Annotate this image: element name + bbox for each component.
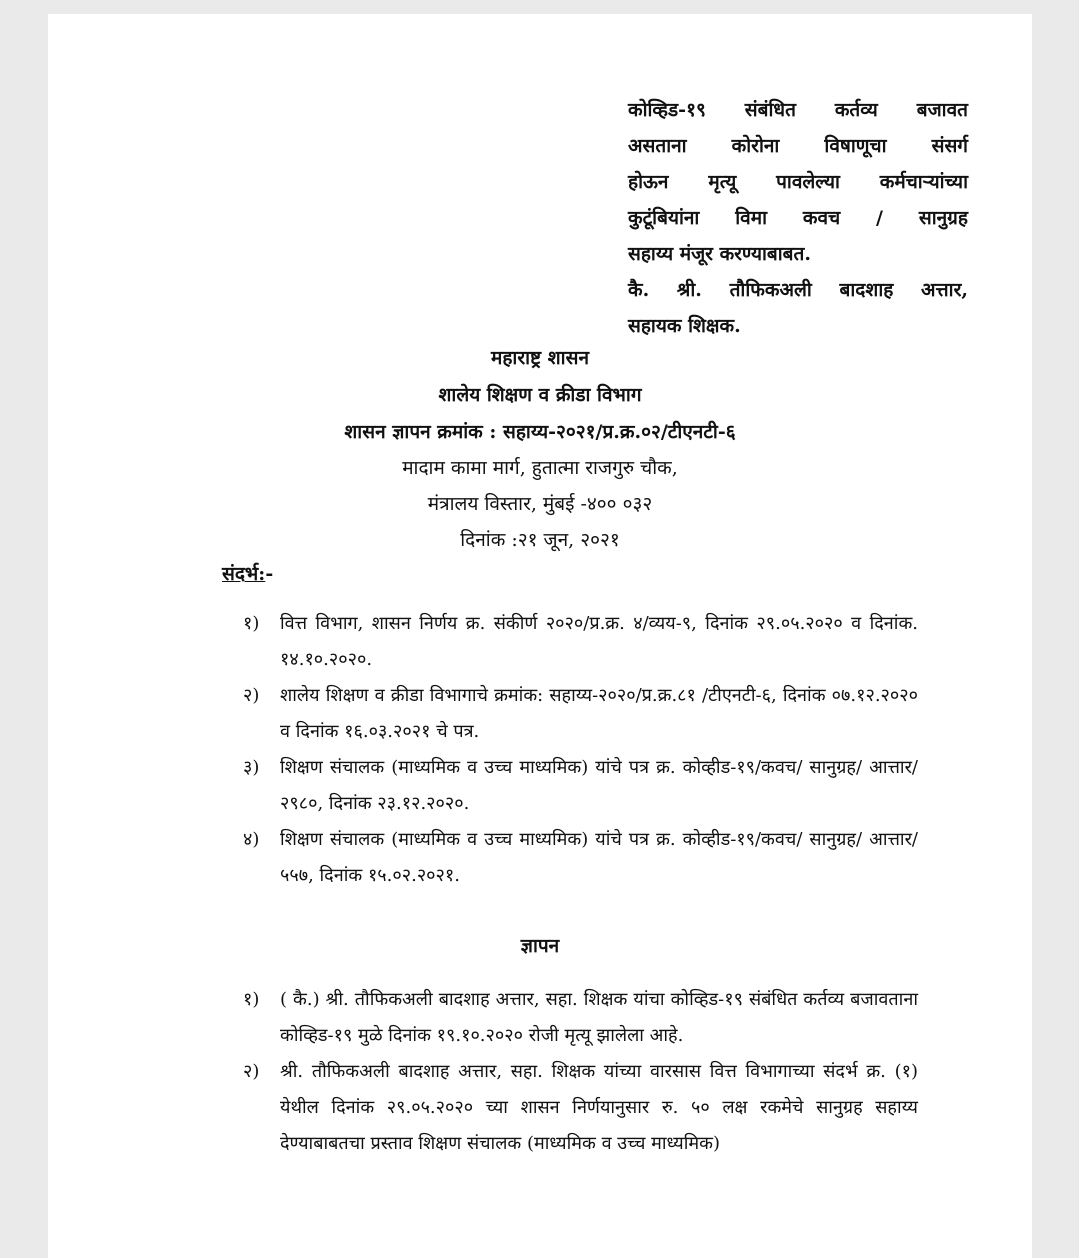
reference-number: ३) (243, 757, 260, 778)
reference-item (243, 678, 918, 750)
reference-text: शालेय शिक्षण व क्रीडा विभागाचे क्रमांक: सहाय्य-२०२०/प्र.क्र.८१ /टीएनटी-६, दिनांक ०७.१२.२०२० व दिनांक १६.०३.२०२१ चे पत्र. (280, 685, 918, 742)
reference-text: वित्त विभाग, शासन निर्णय क्र. संकीर्ण २०२०/प्र.क्र. ४/व्यय-९, दिनांक २९.०५.२०२० व दिनांक. १४.१०.२०२०. (280, 613, 918, 670)
memo-item (243, 1054, 918, 1162)
reference-item (243, 822, 918, 894)
memo-date: दिनांक :२१ जून, २०२१ (460, 529, 620, 551)
subject-line: सहायक शिक्षक. (628, 315, 741, 337)
subject-line: कोव्हिड-१९ संबंधित कर्तव्य बजावत (628, 99, 968, 121)
address-line-2: मंत्रालय विस्तार, मुंबई -४०० ०३२ (427, 493, 653, 515)
reference-text: शिक्षण संचालक (माध्यमिक व उच्च माध्यमिक) यांचे पत्र क्र. कोव्हीड-१९/कवच/ सानुग्रह/ आत्तार/२९८०, दिनांक २३.१२.२०२०. (280, 757, 918, 814)
subject-line: असताना कोरोना विषाणूचा संसर्ग (628, 135, 968, 157)
reference-number: १) (243, 613, 260, 634)
memo-item-number: १) (243, 989, 260, 1010)
document-page (48, 14, 1032, 1258)
memo-number: शासन ज्ञापन क्रमांक : सहाय्य-२०२१/प्र.क्र.०२/टीएनटी-६ (344, 421, 736, 443)
subject-line: कै. श्री. तौफिकअली बादशाह अत्तार, (628, 279, 968, 301)
references-heading-label: संदर्भ: (222, 563, 266, 585)
memo-item-number: २) (243, 1061, 260, 1082)
subject-line: सहाय्य मंजूर करण्याबाबत. (628, 243, 811, 265)
references-list (243, 606, 918, 894)
department-name: शालेय शिक्षण व क्रीडा विभाग (438, 384, 642, 406)
memo-item (243, 982, 918, 1054)
address-line-1: मादाम कामा मार्ग, हुतात्मा राजगुरु चौक, (402, 457, 678, 479)
memo-item-text: ( कै.) श्री. तौफिकअली बादशाह अत्तार, सहा. शिक्षक यांचा कोव्हिड-१९ संबंधित कर्तव्य बजावताना कोव्हिड-१९ मुळे दिनांक १९.१०.२०२० रोजी मृत्यू झालेला आहे. (280, 989, 918, 1046)
memo-title: ज्ञापन (520, 935, 560, 957)
references-heading-suffix: - (265, 563, 274, 585)
memo-list (243, 982, 918, 1162)
reference-number: २) (243, 685, 260, 706)
subject-block (628, 92, 968, 344)
memo-item-text: श्री. तौफिकअली बादशाह अत्तार, सहा. शिक्षक यांच्या वारसास वित्त विभागाच्या संदर्भ क्र. (१) येथील दिनांक २९.०५.२०२० च्या शासन निर्णयानुसार रु. ५० लक्ष रकमेचे सानुग्रह सहाय्य देण्याबाबतचा प्रस्ताव शिक्षण संचालक (माध्यमिक व उच्च माध्यमिक) (280, 1061, 918, 1154)
government-name: महाराष्ट्र शासन (490, 347, 589, 369)
reference-number: ४) (243, 829, 260, 850)
reference-item (243, 606, 918, 678)
subject-line: होऊन मृत्यू पावलेल्या कर्मचाऱ्यांच्या (628, 171, 968, 193)
reference-text: शिक्षण संचालक (माध्यमिक व उच्च माध्यमिक) यांचे पत्र क्र. कोव्हीड-१९/कवच/ सानुग्रह/ आत्तार/५५७, दिनांक १५.०२.२०२१. (280, 829, 918, 886)
reference-item (243, 750, 918, 822)
subject-line: कुटूंबियांना विमा कवच / सानुग्रह (628, 207, 968, 229)
references-heading (222, 560, 273, 586)
